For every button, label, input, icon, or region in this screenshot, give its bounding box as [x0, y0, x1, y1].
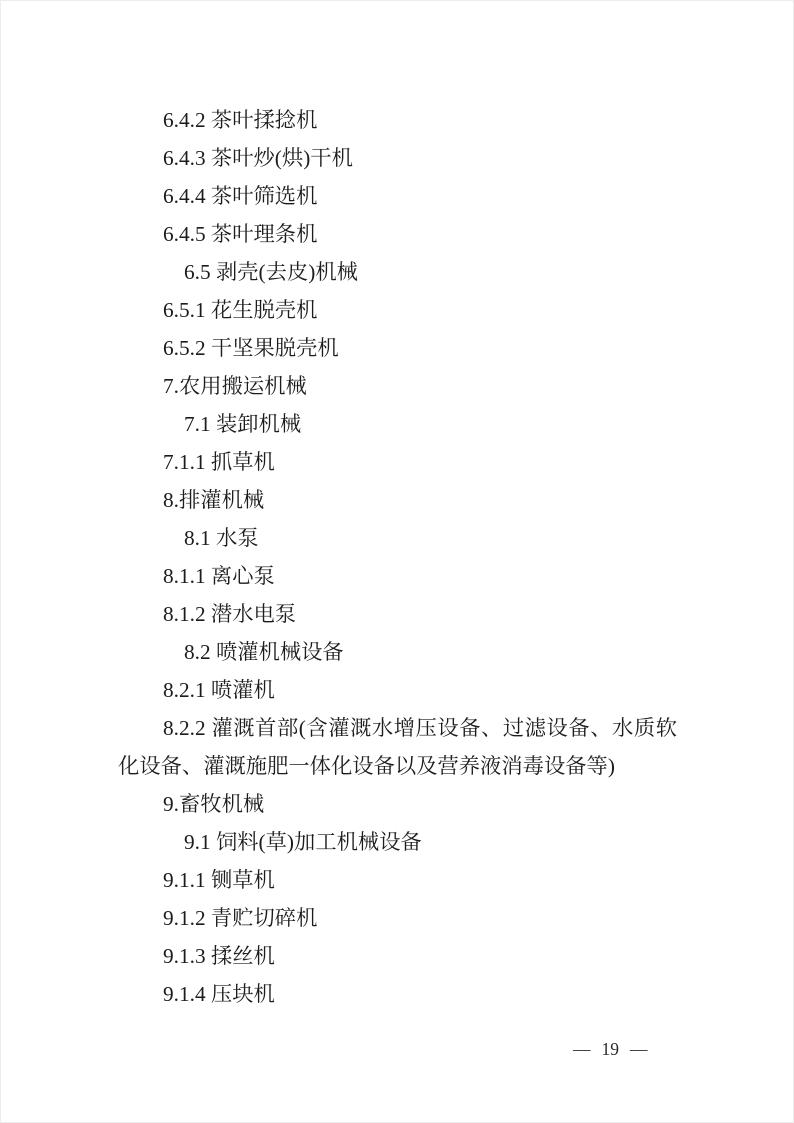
document-line: 8.1.2 潜水电泵	[163, 602, 297, 626]
document-line: 6.4.3 茶叶炒(烘)干机	[163, 146, 353, 170]
document-line: 7.1.1 抓草机	[163, 450, 275, 474]
document-line: 9.1.4 压块机	[163, 982, 275, 1006]
document-line: 6.5.1 花生脱壳机	[163, 298, 318, 322]
page-footer	[573, 1037, 648, 1061]
document-line: 8.1 水泵	[184, 526, 259, 550]
document-line: 8.2.2 灌溉首部(含灌溉水增压设备、过滤设备、水质软	[163, 716, 677, 740]
document-line: 6.4.4 茶叶筛选机	[163, 184, 318, 208]
footer-dash-left: —	[573, 1039, 591, 1059]
document-line: 8.排灌机械	[163, 488, 265, 512]
document-line: 6.4.5 茶叶理条机	[163, 222, 318, 246]
document-line: 9.1.1 铡草机	[163, 868, 275, 892]
document-line: 6.4.2 茶叶揉捻机	[163, 108, 318, 132]
document-line: 7.农用搬运机械	[163, 374, 307, 398]
document-line: 6.5 剥壳(去皮)机械	[184, 260, 358, 284]
document-line: 8.1.1 离心泵	[163, 564, 275, 588]
page-number: 19	[601, 1039, 619, 1059]
document-line: 化设备、灌溉施肥一体化设备以及营养液消毒设备等)	[118, 754, 615, 778]
document-line: 9.1.3 揉丝机	[163, 944, 275, 968]
document-line: 7.1 装卸机械	[184, 412, 302, 436]
document-body	[118, 101, 677, 1013]
document-line: 6.5.2 干坚果脱壳机	[163, 336, 339, 360]
footer-dash-right: —	[630, 1039, 648, 1059]
document-line: 9.1.2 青贮切碎机	[163, 906, 318, 930]
document-line: 8.2.1 喷灌机	[163, 678, 275, 702]
document-line: 8.2 喷灌机械设备	[184, 640, 344, 664]
document-line: 9.1 饲料(草)加工机械设备	[184, 830, 422, 854]
document-line: 9.畜牧机械	[163, 792, 265, 816]
